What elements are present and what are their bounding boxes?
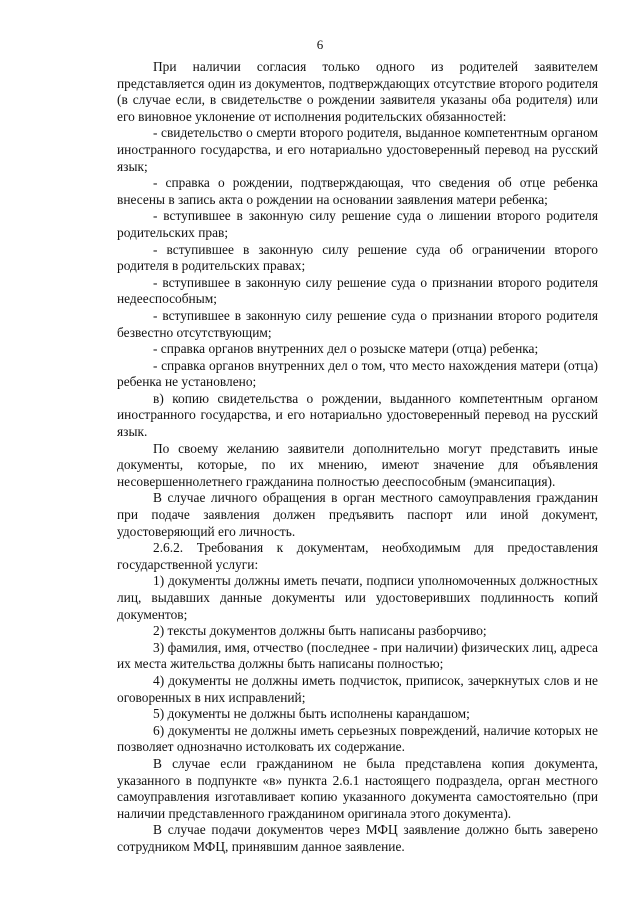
- list-item-police-location: - справка органов внутренних дел о том, что место нахождения матери (отца) ребенка не установлено;: [117, 357, 598, 390]
- paragraph-parent-consent: При наличии согласия только одного из родителей заявителем представляется один из документов, подтверждающих отсутствие второго родителя (в случае если, в свидетельстве о рождении заявителя указаны оба родителя) или его виновное уклонение от исполнения родительских обязанностей:: [117, 59, 598, 124]
- requirement-4: 4) документы не должны иметь подчисток, приписок, зачеркнутых слов и не оговоренных в них исправлений;: [117, 672, 598, 705]
- requirement-3: 3) фамилия, имя, отчество (последнее - при наличии) физических лиц, адреса их места жительства должны быть написаны полностью;: [117, 639, 598, 672]
- requirement-1: 1) документы должны иметь печати, подписи уполномоченных должностных лиц, выдавших данные документы или удостоверивших подлинность копий документов;: [117, 573, 598, 622]
- paragraph-foreign-certificate-copy: в) копию свидетельства о рождении, выданного компетентным органом иностранного государства, и его нотариально удостоверенный перевод на русский язык.: [117, 390, 598, 440]
- paragraph-personal-appeal: В случае личного обращения в орган местного самоуправления гражданин при подаче заявления должен предъявить паспорт или иной документ, удостоверяющий его личность.: [117, 490, 598, 539]
- list-item-birth-reference: - справка о рождении, подтверждающая, что сведения об отце ребенка внесены в запись акта о рождении на основании заявления матери ребенка;: [117, 175, 598, 207]
- list-item-missing-person: - вступившее в законную силу решение суда о признании второго родителя безвестно отсутствующим;: [117, 307, 598, 340]
- page-number: 6: [316, 37, 324, 52]
- paragraph-mfc-submission: В случае подачи документов через МФЦ заявление должно быть заверено сотрудником МФЦ, принявшим данное заявление.: [117, 822, 598, 854]
- paragraph-additional-documents: По своему желанию заявители дополнительно могут представить иные документы, которые, по их мнению, имеют значение для объявления несовершеннолетнего гражданина полностью дееспособным (эмансипация).: [117, 440, 598, 489]
- list-item-death-certificate: - свидетельство о смерти второго родителя, выданное компетентным органом иностранного государства, и его нотариально удостоверенный перевод на русский язык;: [117, 125, 598, 174]
- document-body: [117, 59, 598, 856]
- list-item-police-search: - справка органов внутренних дел о розыске матери (отца) ребенка;: [153, 341, 539, 357]
- requirement-5: 5) документы не должны быть исполнены карандашом;: [153, 706, 470, 722]
- section-heading-2-6-2: 2.6.2. Требования к документам, необходимым для предоставления государственной услуги:: [117, 540, 598, 572]
- list-item-restriction-of-rights: - вступившее в законную силу решение суда об ограничении второго родителя в родительских правах;: [117, 241, 598, 274]
- list-item-deprivation-of-rights: - вступившее в законную силу решение суда о лишении второго родителя родительских прав;: [117, 208, 598, 240]
- requirement-2: 2) тексты документов должны быть написаны разборчиво;: [153, 623, 487, 639]
- requirement-6: 6) документы не должны иметь серьезных повреждений, наличие которых не позволяет однозначно истолковать их содержание.: [117, 722, 598, 755]
- paragraph-copy-by-authority: В случае если гражданином не была представлена копия документа, указанного в подпункте «в» пункта 2.6.1 настоящего подраздела, орган местного самоуправления изготавливает копию указанного документа самостоятельно (при наличии представленного гражданином оригинала этого документа).: [117, 755, 598, 821]
- list-item-incapacity: - вступившее в законную силу решение суда о признании второго родителя недееспособным;: [117, 274, 598, 307]
